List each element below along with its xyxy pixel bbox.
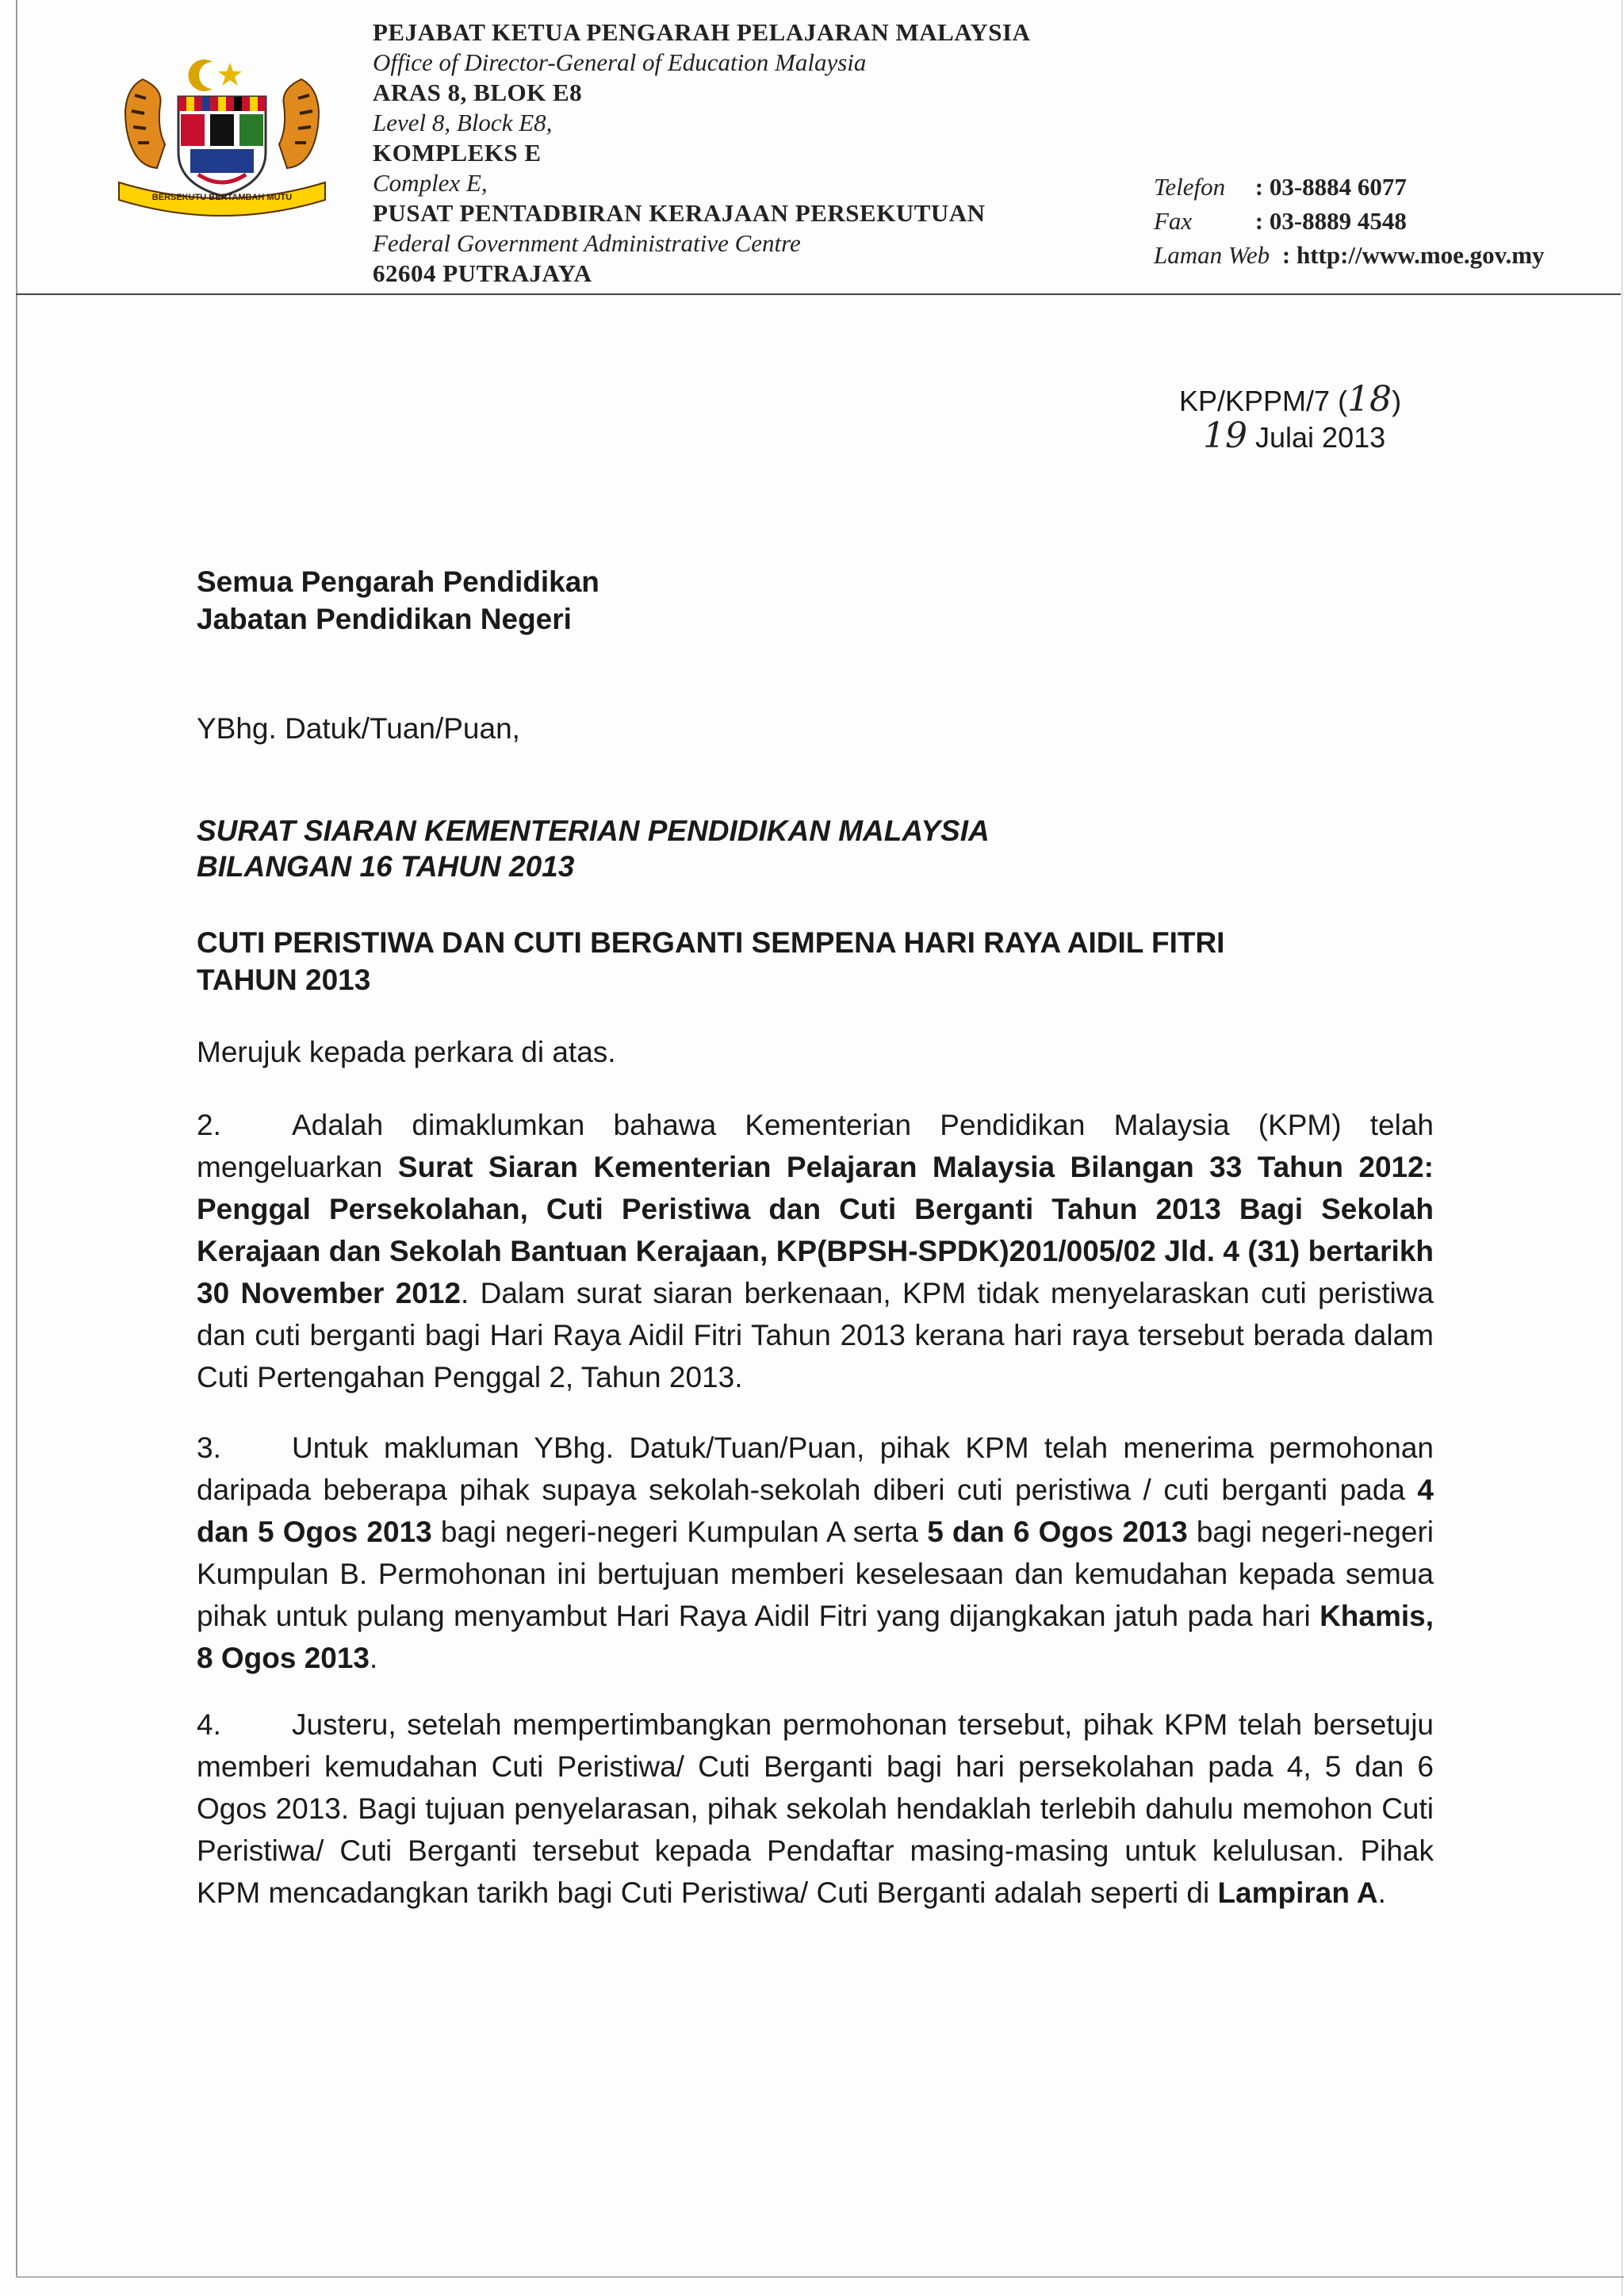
website-row: [1154, 238, 1545, 272]
header-divider: [16, 293, 1621, 295]
centre-en: Federal Government Administrative Centre: [373, 229, 801, 257]
complex-en: Complex E,: [373, 169, 488, 197]
fax-value: : 03-8889 4548: [1254, 207, 1407, 235]
complex-ms: KOMPLEKS E: [373, 139, 542, 167]
reference-month-year: Julai 2013: [1255, 421, 1386, 454]
paragraph-bold-text: Surat Siaran Kementerian Pelajaran Malaysia Bilangan 33 Tahun 2012: Penggal Persekolahan, Cuti Peristiwa dan Cuti Berganti Tahun 2013 Bagi Sekolah Kerajaan dan Sekolah Bantuan Kerajaan, KP(BPSH-SPDK)201/005/02 Jld. 4 (31) bertarikh 30 November 2012: [197, 1151, 1434, 1309]
subject-line-1: CUTI PERISTIWA DAN CUTI BERGANTI SEMPENA HARI RAYA AIDIL FITRI: [197, 926, 1225, 959]
coat-of-arms-crest: [111, 48, 333, 222]
paragraph-bold-text: Lampiran A: [1217, 1876, 1378, 1909]
paragraph-4: [197, 1704, 1434, 1914]
reference-number: [1179, 379, 1402, 420]
circular-line-2: BILANGAN 16 TAHUN 2013: [197, 850, 575, 883]
page-border-bottom: [16, 2276, 1624, 2278]
fax-row: [1154, 204, 1545, 238]
telephone-label: Telefon: [1154, 173, 1226, 201]
paragraph-number: 2.: [197, 1109, 221, 1141]
level-ms: ARAS 8, BLOK E8: [373, 79, 583, 106]
paragraph-2: [197, 1104, 1434, 1398]
paragraph-text: bagi negeri-negeri Kumpulan B. Permohonan ini bertujuan memberi keselesaan dan kemudahan kepada semua pihak untuk pulang menyambut Hari Raya Aidil Fitri yang dijangkakan jatuh pada hari: [197, 1516, 1434, 1632]
handwritten-ref-number: 18: [1347, 379, 1392, 420]
reference-block: [1179, 379, 1402, 456]
telephone-value: : 03-8884 6077: [1254, 173, 1407, 201]
office-name-ms: PEJABAT KETUA PENGARAH PELAJARAN MALAYSIA: [373, 18, 1031, 46]
reference-close: ): [1392, 385, 1402, 417]
contact-info: [1154, 170, 1545, 272]
office-name-en: Office of Director-General of Education Malaysia: [373, 48, 867, 76]
postcode: 62604 PUTRAJAYA: [373, 259, 592, 287]
paragraph-text: Adalah dimaklumkan bahawa Kementerian Pendidikan Malaysia (KPM) telah mengeluarkan: [197, 1109, 1434, 1183]
recipient: [197, 563, 1434, 638]
paragraph-bold-text: 4 dan 5 Ogos 2013: [197, 1474, 1434, 1548]
recipient-line-2: Jabatan Pendidikan Negeri: [197, 603, 572, 635]
recipient-line-1: Semua Pengarah Pendidikan: [197, 565, 599, 598]
subject-line-2: TAHUN 2013: [197, 964, 371, 996]
circular-line-1: SURAT SIARAN KEMENTERIAN PENDIDIKAN MALAYSIA: [197, 815, 990, 847]
subject-heading: [197, 924, 1434, 999]
telephone-row: [1154, 170, 1545, 204]
reference-statement: Merujuk kepada perkara di atas.: [197, 1036, 616, 1068]
reference-code: KP/KPPM/7 (: [1179, 385, 1348, 417]
paragraph-text: Untuk makluman YBhg. Datuk/Tuan/Puan, pihak KPM telah menerima permohonan daripada beberapa pihak supaya sekolah-sekolah diberi cuti peristiwa / cuti berganti pada: [197, 1432, 1434, 1506]
paragraph-text: .: [370, 1642, 378, 1674]
website-label: Laman Web: [1154, 241, 1270, 269]
paragraph-text: .: [1377, 1876, 1386, 1909]
paragraph-text: bagi negeri-negeri Kumpulan A serta: [431, 1516, 928, 1548]
greeting: YBhg. Datuk/Tuan/Puan,: [197, 712, 520, 745]
paragraph-bold-text: 5 dan 6 Ogos 2013: [927, 1516, 1188, 1548]
paragraph-number: 4.: [197, 1708, 221, 1741]
paragraph-text: . Dalam surat siaran berkenaan, KPM tidak menyelaraskan cuti peristiwa dan cuti berganti bagi Hari Raya Aidil Fitri Tahun 2013 kerana hari raya tersebut berada dalam Cuti Pertengahan Penggal 2, Tahun 2013.: [197, 1277, 1434, 1393]
paragraph-bold-text: Khamis, 8 Ogos 2013: [197, 1600, 1434, 1674]
crest-motto: BERSEKUTU BERTAMBAH MUTU: [151, 193, 293, 202]
handwritten-day: 19: [1203, 416, 1247, 456]
website-value: : http://www.moe.gov.my: [1281, 241, 1545, 269]
circular-title: [197, 813, 1434, 884]
level-en: Level 8, Block E8,: [373, 109, 553, 136]
centre-ms: PUSAT PENTADBIRAN KERAJAAN PERSEKUTUAN: [373, 199, 986, 227]
reference-date: [1179, 416, 1401, 456]
paragraph-text: Justeru, setelah mempertimbangkan permohonan tersebut, pihak KPM telah bersetuju memberi kemudahan Cuti Peristiwa/ Cuti Berganti bagi hari persekolahan pada 4, 5 dan 6 Ogos 2013. Bagi tujuan penyelarasan, pihak sekolah hendaklah terlebih dahulu memohon Cuti Peristiwa/ Cuti Berganti tersebut kepada Pendaftar masing-masing untuk kelulusan. Pihak KPM mencadangkan tarikh bagi Cuti Peristiwa/ Cuti Berganti adalah seperti di: [197, 1708, 1434, 1909]
paragraph-number: 3.: [197, 1432, 221, 1464]
fax-label: Fax: [1154, 207, 1193, 235]
letterhead-address: [373, 17, 1030, 289]
paragraph-3: [197, 1427, 1434, 1679]
page-border-left: [16, 0, 17, 2276]
